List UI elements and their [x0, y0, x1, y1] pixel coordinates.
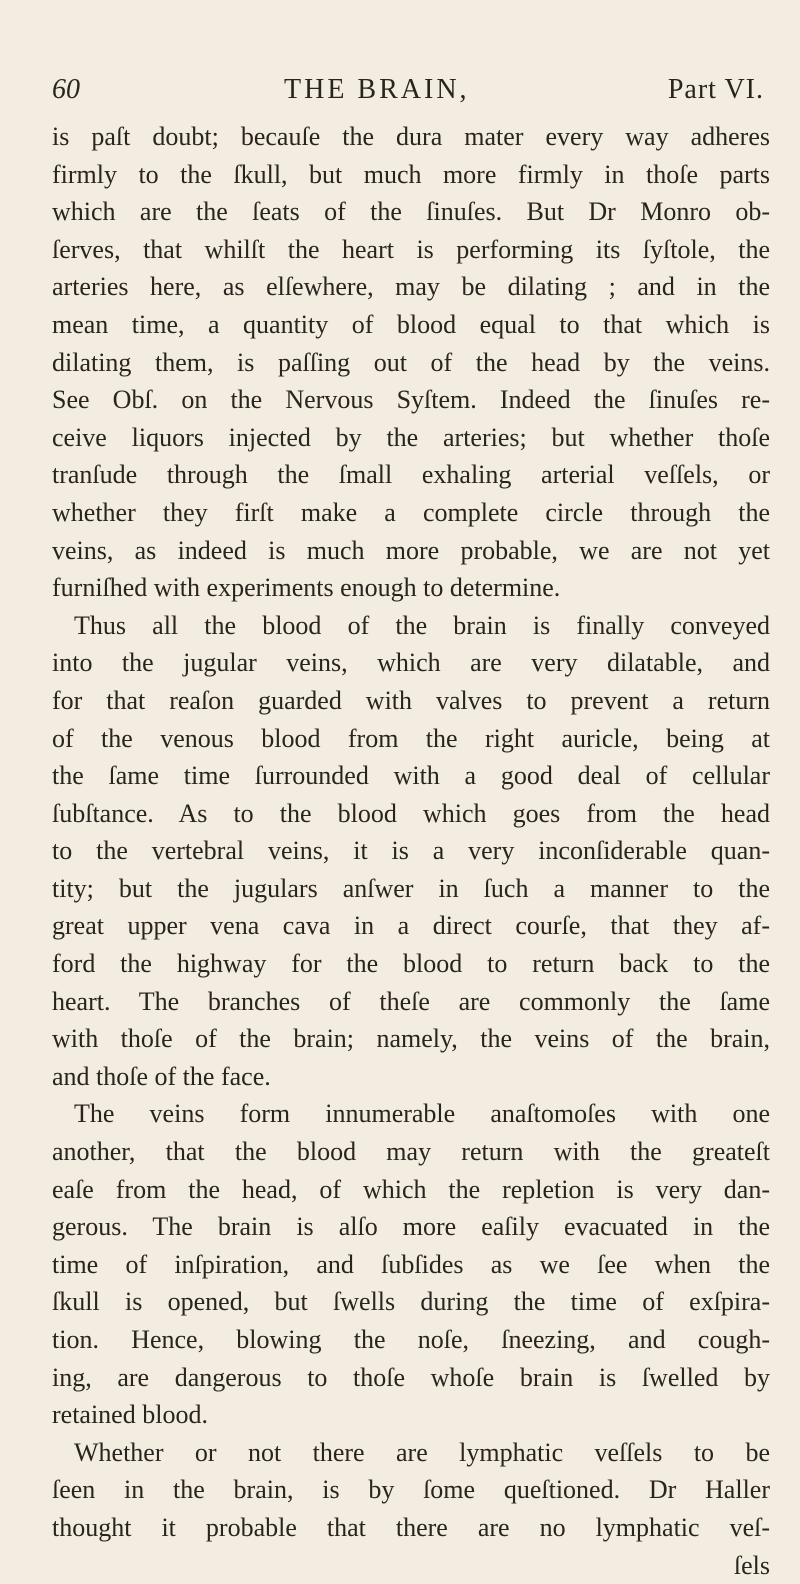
text-line: is paſt doubt; becauſe the dura mater every way adheres [52, 122, 770, 151]
text-line: ſkull is opened, but ſwells during the time of exſpira- [52, 1287, 770, 1317]
text-line: tranſude through the ſmall exhaling arterial veſſels, or [52, 460, 770, 490]
text-line: ing, are dangerous to thoſe whoſe brain is ſwelled by [52, 1362, 770, 1392]
text-line: which are the ſeats of the ſinuſes. But Dr Monro ob- [52, 197, 770, 227]
text-line: Thus all the blood of the brain is finally conveyed [74, 610, 770, 640]
page-header [52, 72, 768, 108]
running-title: THE BRAIN, [284, 74, 470, 105]
text-line: eaſe from the head, of which the repletion is very dan- [52, 1174, 770, 1204]
part-label: Part VI. [667, 74, 764, 105]
text-line: gerous. The brain is alſo more eaſily evacuated in the [52, 1212, 770, 1242]
text-line: arteries here, as elſewhere, may be dilating ; and in the [52, 272, 770, 302]
text-line: to the vertebral veins, it is a very inconſiderable quan- [52, 836, 770, 866]
text-line: and thoſe of the face. [52, 1061, 271, 1091]
text-line: dilating them, is paſſing out of the head by the veins. [52, 347, 770, 377]
text-line: firmly to the ſkull, but much more firmly in thoſe parts [52, 159, 770, 189]
text-line: ſels [733, 1550, 770, 1580]
text-line: heart. The branches of theſe are commonly the ſame [52, 986, 770, 1016]
text-line: the ſame time ſurrounded with a good deal of cellular [52, 761, 770, 791]
text-line: great upper vena cava in a direct courſe, that they af- [52, 911, 770, 941]
text-line: thought it probable that there are no lymphatic veſ- [52, 1512, 770, 1542]
text-line: into the jugular veins, which are very dilatable, and [52, 648, 770, 678]
text-line: ſerves, that whilſt the heart is performing its ſyſtole, the [52, 234, 770, 264]
page-number: 60 [52, 74, 80, 105]
text-line: ceive liquors injected by the arteries; but whether thoſe [52, 422, 770, 452]
body-text [52, 118, 770, 1584]
text-line: another, that the blood may return with the greateſt [52, 1137, 770, 1167]
text-line: whether they firſt make a complete circle through the [52, 497, 770, 527]
text-line: retained blood. [52, 1400, 208, 1430]
text-line: The veins form innumerable anaſtomoſes with one [74, 1099, 770, 1129]
text-line: See Obſ. on the Nervous Syſtem. Indeed the ſinuſes re- [52, 385, 770, 415]
text-line: tion. Hence, blowing the noſe, ſneezing, and cough- [52, 1325, 770, 1354]
text-line: Whether or not there are lymphatic veſſels to be [74, 1437, 770, 1467]
text-line: ſubſtance. As to the blood which goes from the head [52, 798, 770, 828]
text-line: ſeen in the brain, is by ſome queſtioned. Dr Haller [52, 1475, 770, 1505]
text-line: of the venous blood from the right auricle, being at [52, 723, 770, 753]
text-line: mean time, a quantity of blood equal to that which is [52, 309, 770, 339]
text-line: veins, as indeed is much more probable, we are not yet [52, 535, 770, 565]
text-line: furniſhed with experiments enough to determine. [52, 573, 561, 603]
text-line: with thoſe of the brain; namely, the veins of the brain, [52, 1024, 770, 1054]
text-line: ford the highway for the blood to return back to the [52, 949, 770, 979]
text-line: for that reaſon guarded with valves to prevent a return [52, 685, 770, 715]
text-line: time of inſpiration, and ſubſides as we ſee when the [52, 1249, 770, 1279]
text-line: tity; but the jugulars anſwer in ſuch a manner to the [52, 873, 770, 903]
